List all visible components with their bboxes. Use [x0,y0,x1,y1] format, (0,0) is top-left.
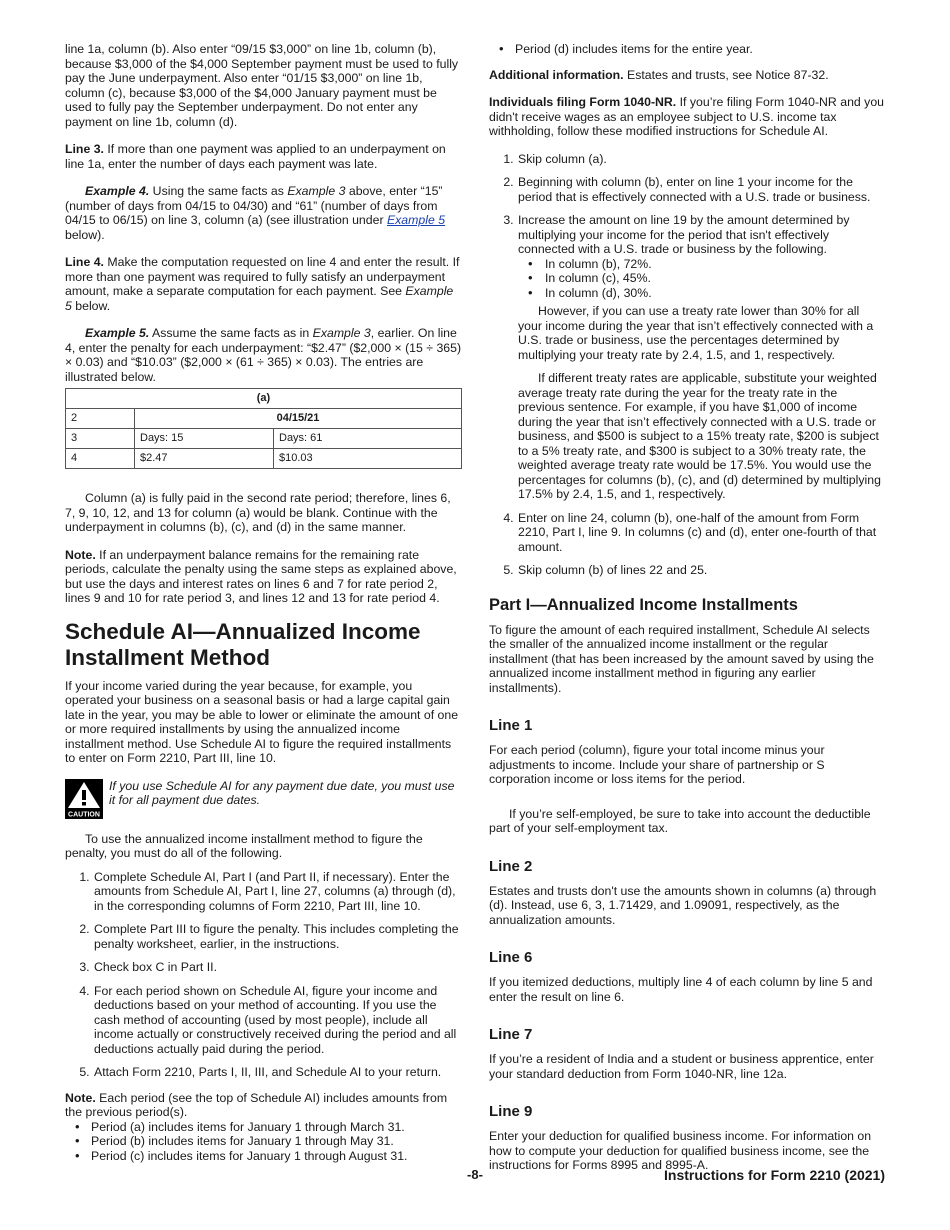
list-item: 1. Complete Schedule AI, Part I (and Part II, if necessary). Enter the amounts from Schedule AI, Part I, line 27, columns (a) through (d), in the corresponding columns of Form 2210, Part III, line 10. [93,870,462,914]
table-cell-line: 4 [66,449,135,469]
list-item: • Period (a) includes items for January 1 through March 31. [91,1120,462,1135]
example4-paragraph: Example 4. Using the same facts as Example 3 above, enter “15” (number of days from 04/15 to 04/30) and “61” (number of days from 04/15 to 06/15) on line 3, column (a) (see illustration under Example 5 below). [65,184,446,242]
list-item: 3. Check box C in Part II. [93,960,462,975]
list-item: 1. Skip column (a). [517,152,886,167]
line6-paragraph: If you itemized deductions, multiply line 4 of each column by line 5 and enter the result on line 6. [489,975,873,1004]
line1-paragraph: For each period (column), figure your total income minus your adjustments to income. Include your share of partnership or S corporation income or loss items for the period. [489,743,825,786]
additional-info-paragraph: Additional information. Estates and trusts, see Notice 87-32. [489,67,829,82]
line1-heading: Line 1 [489,717,533,734]
note2-heading: Note. [65,1090,96,1105]
table-cell-line: 3 [66,429,135,449]
note2-paragraph: Note. Each period (see the top of Schedule AI) includes amounts from the previous period(s). [65,1090,448,1119]
list-item: 5. Skip column (b) of lines 22 and 25. [517,563,886,578]
line2-paragraph: Estates and trusts don't use the amounts shown in columns (a) through (d). Instead, use 6, 3, 1.71429, and 1.09091, respectively, as the annualization amounts. [489,883,877,927]
line7-heading: Line 7 [489,1026,533,1043]
to-use-paragraph: To use the annualized income installment method to figure the penalty, you must do all of the following. [65,831,423,860]
continued-paragraph: line 1a, column (b). Also enter “09/15 $3,000” on line 1b, column (b), because $3,000 of the $4,000 September payment must be used to fully pay the June underpayment. Also enter “01/15 $3,000” on line 1b, column (c), because $3,000 of the $4,000 January payment must be used to fully pay the September underpayment. Do not enter any payment on line 1b, column (d). [65,42,459,129]
table-row [66,449,462,469]
steps-list [65,870,462,1080]
part1-paragraph: To figure the amount of each required installment, Schedule AI selects the smaller of the annualized income installment or the regular installment (that has been increased by the amount saved by using the annualized income installment method in figuring any earlier installments). [489,622,874,695]
caution-label: CAUTION [68,811,100,818]
list-item: • In column (c), 45%. [544,271,886,286]
line9-heading: Line 9 [489,1103,533,1120]
table-row [66,429,462,449]
caution-box [65,779,462,819]
line6-heading: Line 6 [489,949,533,966]
table-row [66,409,462,429]
table-cell-date: 04/15/21 [135,409,462,429]
line2-heading: Line 2 [489,857,533,875]
example5-heading: Example 5. [85,326,150,340]
line1-self-employed-paragraph: If you’re self-employed, be sure to take into account the deductible part of your self-employment tax. [489,806,871,835]
form-1040nr-paragraph: Individuals filing Form 1040-NR. If you’re filing Form 1040-NR and you didn't receive wages as an employee subject to U.S. income tax withholding, follow these modified instructions for Schedule AI. [489,95,884,138]
list-item: • In column (d), 30%. [544,286,886,301]
table-cell: $2.47 [135,449,274,469]
table-cell: $10.03 [274,449,462,469]
line3-paragraph: Line 3. If more than one payment was applied to an underpayment on line 1a, enter the number of days each payment was late. [65,142,446,171]
rates-list [518,257,886,301]
intro-paragraph: If your income varied during the year because, for example, you operated your business on a seasonal basis or had a large capital gain late in the year, you may be able to lower or eliminate the amount of one or more required installments by using the annualized income installment method. Use Schedule AI to figure the required installments to enter on Form 2210, Part III, line 10. [65,678,459,765]
additional-info-heading: Additional information. [489,67,624,82]
caution-text: If you use Schedule AI for any payment due date, you must use it for all payment due dates. [109,778,455,807]
line4-paragraph: Line 4. Make the computation requested on line 4 and enter the result. If more than one payment was required to fully satisfy an underpayment amount, make a separate computation for each payment. See Example 5 below. [65,255,460,313]
table-cell: Days: 15 [135,429,274,449]
note-heading: Note. [65,547,96,562]
example5-paragraph: Example 5. Assume the same facts as in Example 3, earlier. On line 4, enter the penalty for each underpayment: “$2.47” ($2,000 × (15 ÷ 365) × 0.03) and “$10.03” ($2,000 × (61 ÷ 365) × 0.03). The entries are illustrated below. [65,326,462,384]
table-cell: Days: 61 [274,429,462,449]
line9-paragraph: Enter your deduction for qualified business income. For information on how to compute your deduction for qualified business income, see the instructions for Forms 8995 and 8995-A. [489,1129,872,1172]
example5-link[interactable]: Example 5 [386,213,446,227]
treaty-paragraph: However, if you can use a treaty rate lower than 30% for all your income during the year that isn’t effectively connected with a U.S. trade or business, use the percentages determined by multiplying your treaty rate by 2.4, 1.5, and 1, respectively. [518,304,874,362]
part1-heading: Part I—Annualized Income Installments [489,595,798,614]
list-item: 2. Beginning with column (b), enter on line 1 your income for the period that is effectively connected with a U.S. trade or business. [517,175,886,204]
section-heading: Schedule AI—Annualized Income Installment Method [65,618,421,670]
table-cell-line: 2 [66,409,135,429]
list-item: 4. For each period shown on Schedule AI, figure your income and deductions based on your method of accounting. If you use the cash method of accounting (used by most people), include all income actually or constructively received during the period and all deductions actually paid during the period. [93,984,462,1057]
page-number: -8- [467,1167,483,1182]
list-item: • Period (d) includes items for the entire year. [515,42,886,57]
nr-steps-list [489,152,886,578]
weighted-treaty-paragraph: If different treaty rates are applicable, substitute your weighted average treaty rate during the year for the treaty rate in the previous sentence. For example, if you have $1,000 of income during the year that isn’t effectively connected with a U.S. trade or business, and $500 is subject to a 15% treaty rate, $200 is subject to a 5% treaty rate, and $300 is subject to a 30% treaty rate, the weighted average treaty rate would be 17.5%. You would use the percentages for columns (b), (c), and (d) determined by multiplying 17.5% by 2.4, 1.5, and 1, respectively. [518,371,881,501]
caution-icon [65,779,103,819]
line4-heading: Line 4. [65,255,104,269]
list-item: • Period (c) includes items for January 1 through August 31. [91,1149,462,1164]
list-item: • Period (b) includes items for January 1 through May 31. [91,1134,462,1149]
table-header-row [66,389,462,409]
period-d-list [489,42,886,57]
periods-list [65,1120,462,1164]
list-item: 4. Enter on line 24, column (b), one-half of the amount from Form 2210, Part I, line 9. In columns (c) and (d), enter one-fourth of that amount. [517,511,886,555]
right-column [489,42,886,1186]
footer-title: Instructions for Form 2210 (2021) [664,1167,885,1183]
list-item: 3. Increase the amount on line 19 by the amount determined by multiplying your income for the period that isn't effectively connected with a U.S. trade or business by the following. • In column (b), 72%. • In column (c), 45%. • In column (d), 30%. However, if you can use a treaty rate lower than 30% for all your income during the year that isn’t effectively connected with a U.S. trade or business, use the percentages determined by multiplying your treaty rate by 2.4, 1.5, and 1, respectively. If different treaty rates are applicable, substitute your weighted average treaty rate during the year for the treaty rate in the previous sentence. For example, if you have $1,000 of income during the year that isn’t effectively connected with a U.S. trade or business, and $500 is subject to a 15% treaty rate, $200 is subject to a 5% treaty rate, and $300 is subject to a 30% treaty rate, the weighted average treaty rate would be 17.5%. You would use the percentages for columns (b), (c), and (d) determined by multiplying 17.5% by 2.4, 1.5, and 1, respectively. [517,213,886,502]
example4-heading: Example 4. [85,184,150,198]
table-header: (a) [66,389,462,409]
line7-paragraph: If you’re a resident of India and a student or business apprentice, enter your standard deduction from Form 1040-NR, line 12a. [489,1052,874,1081]
example-table [65,388,462,469]
note-paragraph: Note. If an underpayment balance remains for the remaining rate periods, calculate the penalty using the same steps as explained above, but use the days and interest rates on lines 6 and 7 for rate period 2, lines 9 and 10 for rate period 3, and lines 12 and 13 for rate period 4. [65,547,457,605]
form-1040nr-heading: Individuals filing Form 1040-NR. [489,95,677,109]
line3-heading: Line 3. [65,142,104,156]
list-item: 2. Complete Part III to figure the penalty. This includes completing the penalty worksheet, earlier, in the instructions. [93,922,462,951]
column-a-paragraph: Column (a) is fully paid in the second rate period; therefore, lines 6, 7, 9, 10, 12, and 13 for column (a) would be blank. Continue with the underpayment in columns (b), (c), and (d) in the same manner. [65,491,451,534]
list-item: 5. Attach Form 2210, Parts I, II, III, and Schedule AI to your return. [93,1065,462,1080]
left-column [65,42,462,1171]
list-item: • In column (b), 72%. [544,257,886,272]
